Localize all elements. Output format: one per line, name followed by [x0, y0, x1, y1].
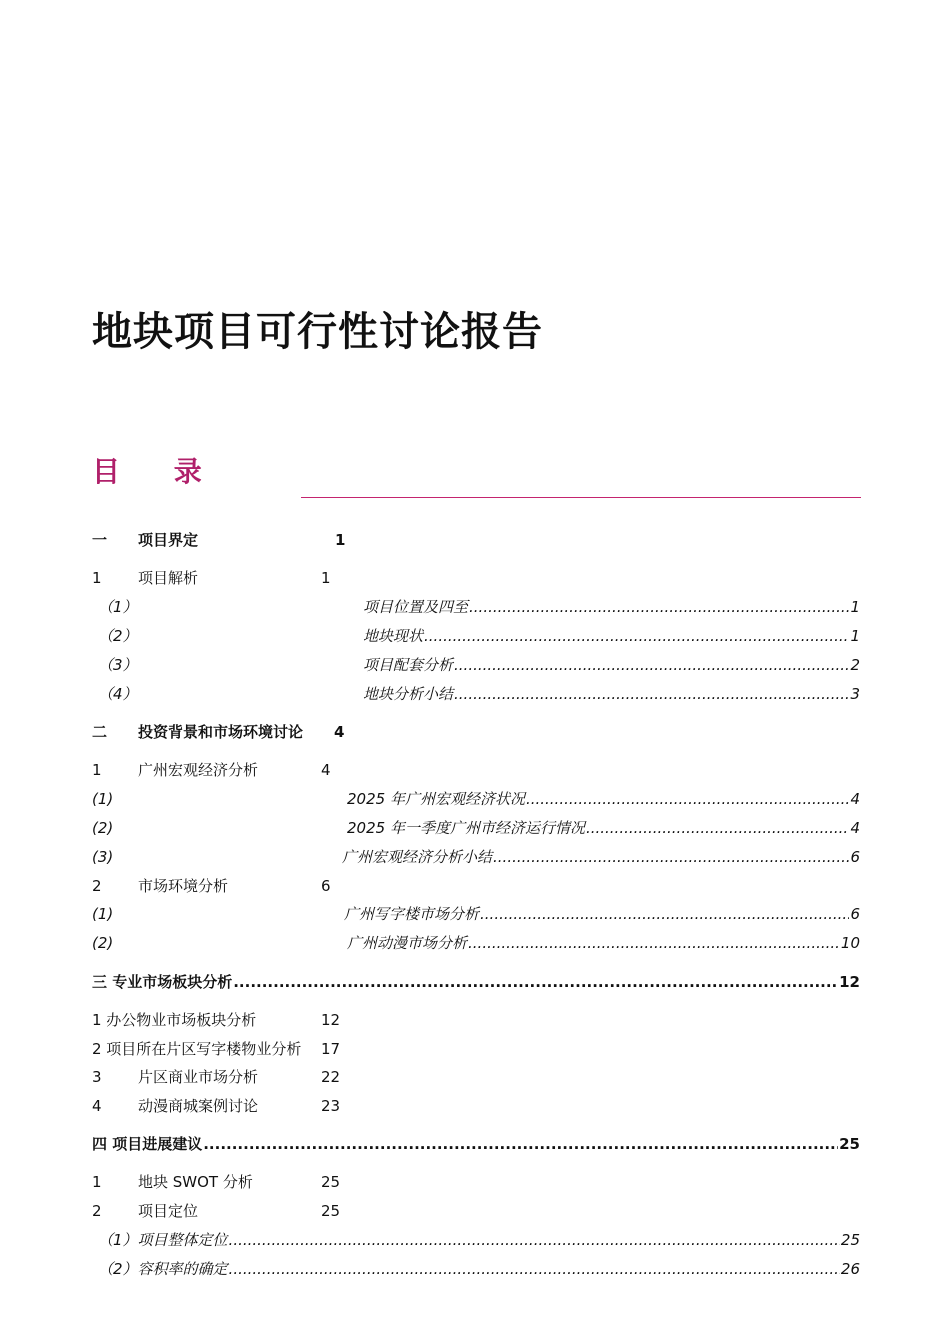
dot-leader: [480, 903, 849, 925]
toc-subentry[interactable]: [363, 683, 860, 705]
toc-subentry-label: 项目配套分析: [363, 656, 454, 674]
dot-leader: [229, 1229, 840, 1251]
toc-entry-page: 25: [839, 1135, 860, 1153]
toc-entry-4-2[interactable]: [92, 1200, 352, 1222]
toc-entry-number: 一: [92, 531, 108, 549]
toc-entry-number: 4: [92, 1097, 102, 1115]
toc-subentry-number: (1): [92, 790, 114, 808]
toc-subentry[interactable]: [347, 788, 860, 810]
dot-leader: [586, 817, 850, 839]
toc-entry-page: 17: [321, 1040, 341, 1058]
toc-subentry[interactable]: [363, 654, 860, 676]
toc-subentry-page: 6: [850, 905, 860, 923]
toc-entry-3-4[interactable]: [92, 1095, 352, 1117]
toc-entry-label: 项目界定: [138, 531, 199, 549]
toc-subentry-number: (1): [92, 905, 114, 923]
toc-entry-label: 四 项目进展建议: [92, 1135, 203, 1153]
toc-subentry[interactable]: [98, 1229, 860, 1251]
toc-subentry[interactable]: [347, 932, 860, 954]
toc-subentry-label: 项目位置及四至: [363, 598, 469, 616]
dot-leader: [203, 1133, 838, 1155]
toc-subentry-page: 4: [850, 790, 860, 808]
toc-entry-number: 2: [92, 1202, 102, 1220]
toc-subentry-page: 6: [850, 848, 860, 866]
toc-subentry[interactable]: [363, 625, 860, 647]
dot-leader: [454, 654, 849, 676]
dot-leader: [468, 932, 840, 954]
toc-subentry[interactable]: [98, 1258, 860, 1280]
toc-subentry[interactable]: [342, 846, 860, 868]
toc-entry-1-1[interactable]: [92, 567, 352, 589]
toc-subentry[interactable]: [344, 903, 860, 925]
toc-subentry-label: 广州动漫市场分析: [347, 934, 468, 952]
toc-entry-number: 1: [92, 761, 102, 779]
toc-subentry-label: 地块现状: [363, 627, 424, 645]
toc-subentry-page: 1: [850, 627, 860, 645]
toc-subentry[interactable]: [347, 817, 860, 839]
toc-entry-number: 1: [92, 1173, 102, 1191]
toc-entry-label: 市场环境分析: [138, 877, 229, 895]
toc-heading: 目 录: [92, 455, 224, 488]
toc-entry-page: 4: [321, 761, 331, 779]
document-title: 地块项目可行性讨论报告: [92, 309, 543, 355]
dot-leader: [233, 971, 838, 993]
toc-subentry-label: 广州宏观经济分析小结: [342, 848, 493, 866]
dot-leader: [229, 1258, 840, 1280]
toc-entry-label: 项目定位: [138, 1202, 199, 1220]
toc-entry-label: 片区商业市场分析: [138, 1068, 259, 1086]
toc-subentry-number: (2): [92, 934, 114, 952]
toc-entry-section-4[interactable]: [92, 1133, 860, 1155]
toc-entry-section-3[interactable]: [92, 971, 860, 993]
toc-subentry-page: 25: [840, 1231, 860, 1249]
toc-entry-page: 4: [334, 723, 345, 741]
toc-entry-page: 1: [321, 569, 331, 587]
toc-subentry[interactable]: [363, 596, 860, 618]
toc-subentry-number: （1）: [98, 598, 138, 616]
toc-entry-label: 地块 SWOT 分析: [138, 1173, 253, 1191]
toc-entry-3-3[interactable]: [92, 1066, 352, 1088]
toc-entry-number: 2: [92, 877, 102, 895]
toc-entry-3-1[interactable]: [92, 1009, 352, 1031]
toc-entry-page: 23: [321, 1097, 341, 1115]
dot-leader: [526, 788, 850, 810]
toc-subentry-page: 10: [840, 934, 860, 952]
toc-subentry-label: （2）容积率的确定: [98, 1260, 228, 1278]
toc-entry-2-1[interactable]: [92, 759, 352, 781]
toc-entry-page: 6: [321, 877, 331, 895]
toc-subentry-page: 3: [850, 685, 860, 703]
toc-entry-label: 2 项目所在片区写字楼物业分析: [92, 1040, 302, 1058]
toc-entry-page: 25: [321, 1202, 341, 1220]
toc-subentry-page: 1: [850, 598, 860, 616]
toc-subentry-label: （1）项目整体定位: [98, 1231, 228, 1249]
toc-subentry-label: 广州写字楼市场分析: [344, 905, 480, 923]
toc-entry-page: 25: [321, 1173, 341, 1191]
toc-subentry-page: 2: [850, 656, 860, 674]
toc-subentry-number: (2): [92, 819, 114, 837]
toc-subentry-page: 4: [850, 819, 860, 837]
toc-entry-section-1[interactable]: [92, 529, 362, 551]
dot-leader: [424, 625, 849, 647]
toc-entry-number: 3: [92, 1068, 102, 1086]
toc-entry-label: 项目解析: [138, 569, 199, 587]
toc-entry-page: 22: [321, 1068, 341, 1086]
toc-entry-page: 12: [321, 1011, 341, 1029]
toc-entry-number: 1: [92, 569, 102, 587]
toc-entry-label: 广州宏观经济分析: [138, 761, 259, 779]
toc-divider: [301, 497, 861, 498]
toc-subentry-label: 2025 年一季度广州市经济运行情况: [347, 819, 585, 837]
toc-subentry-number: （2）: [98, 627, 138, 645]
dot-leader: [469, 596, 849, 618]
dot-leader: [454, 683, 849, 705]
toc-entry-2-2[interactable]: [92, 875, 352, 897]
toc-subentry-label: 2025 年广州宏观经济状况: [347, 790, 525, 808]
toc-entry-3-2[interactable]: [92, 1038, 352, 1060]
toc-subentry-number: （4）: [98, 685, 138, 703]
toc-entry-label: 动漫商城案例讨论: [138, 1097, 259, 1115]
toc-entry-4-1[interactable]: [92, 1171, 352, 1193]
dot-leader: [493, 846, 849, 868]
toc-entry-number: 二: [92, 723, 108, 741]
toc-subentry-label: 地块分析小结: [363, 685, 454, 703]
toc-subentry-number: (3): [92, 848, 114, 866]
toc-entry-section-2[interactable]: [92, 721, 362, 743]
toc-subentry-page: 26: [840, 1260, 860, 1278]
toc-entry-page: 1: [335, 531, 346, 549]
toc-entry-label: 投资背景和市场环境讨论: [138, 723, 304, 741]
toc-entry-page: 12: [839, 973, 860, 991]
toc-subentry-number: （3）: [98, 656, 138, 674]
toc-entry-label: 1 办公物业市场板块分析: [92, 1011, 257, 1029]
toc-entry-label: 三 专业市场板块分析: [92, 973, 233, 991]
